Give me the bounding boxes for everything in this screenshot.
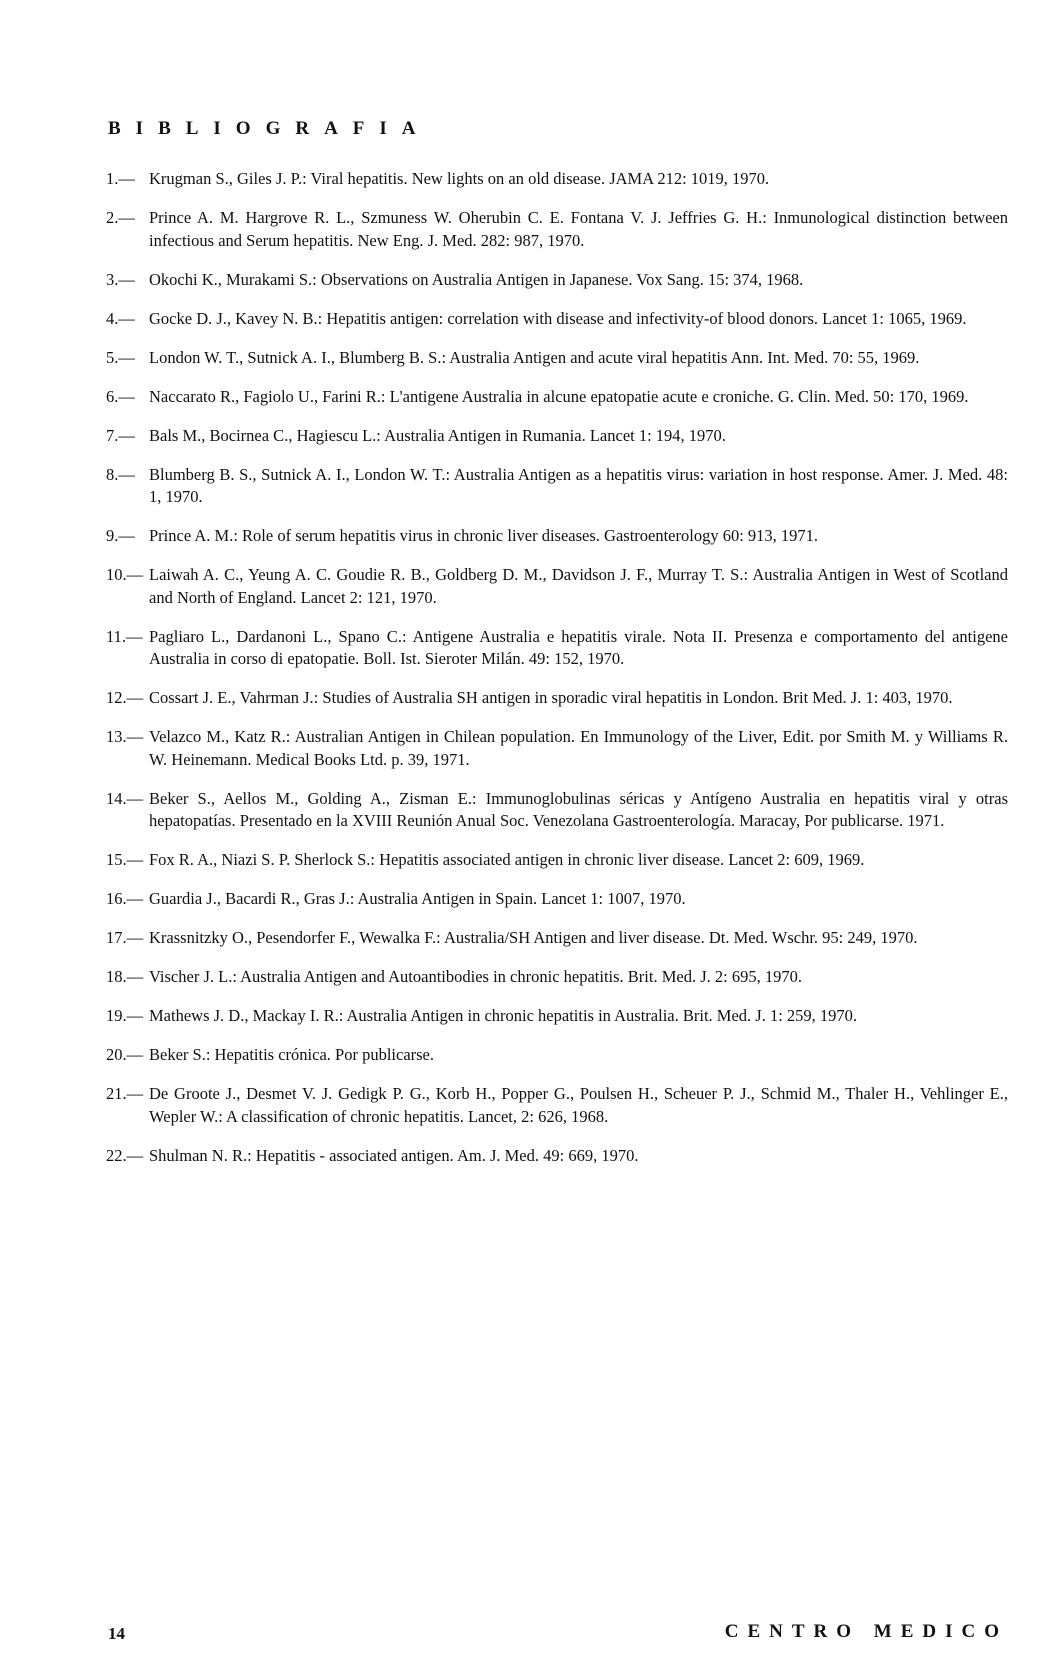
reference-text: Krugman S., Giles J. P.: Viral hepatitis. New lights on an old disease. JAMA 212: 1019, 1970. xyxy=(149,169,770,188)
reference-text: Krassnitzky O., Pesendorfer F., Wewalka F.: Australia/SH Antigen and liver disease. Dt. Med. Wschr. 95: 249, 1970. xyxy=(149,928,918,947)
reference-item xyxy=(108,788,1008,833)
reference-item xyxy=(108,564,1008,609)
reference-text: London W. T., Sutnick A. I., Blumberg B. S.: Australia Antigen and acute viral hepatitis Ann. Int. Med. 70: 55, 1969. xyxy=(149,347,920,367)
reference-text: Pagliaro L., Dardanoni L., Spano C.: Antigene Australia e hepatitis virale. Nota II. Presenza e comportamento del antigene Australia in corso di epatopatie. Boll. Ist. Sieroter Milán. 49: 152, 1970. xyxy=(149,626,1008,668)
reference-text: Fox R. A., Niazi S. P. Sherlock S.: Hepatitis associated antigen in chronic liver disease. Lancet 2: 609, 1969. xyxy=(149,850,865,869)
reference-item xyxy=(108,347,1008,370)
reference-number: 2.— xyxy=(106,208,135,227)
reference-number: 16.— xyxy=(106,889,144,908)
reference-text: Beker S., Aellos M., Golding A., Zisman E.: Immunoglobulinas séricas y Antígeno Australia en hepatitis viral y otras hepatopatías. Presentado en la XVIII Reunión Anual Soc. Venezolana Gastroenterología. Maracay, Por publicarse. 1971. xyxy=(149,788,1008,830)
reference-number: 3.— xyxy=(106,269,135,289)
reference-item xyxy=(108,966,1008,989)
reference-item xyxy=(108,726,1008,771)
reference-number: 1.— xyxy=(106,169,135,188)
reference-text: Gocke D. J., Kavey N. B.: Hepatitis antigen: correlation with disease and infectivity-of blood donors. Lancet 1: 1065, 1969. xyxy=(149,308,967,328)
reference-text: Blumberg B. S., Sutnick A. I., London W. T.: Australia Antigen as a hepatitis virus: variation in host response. Amer. J. Med. 48: 1, 1970. xyxy=(149,464,1008,506)
reference-item xyxy=(108,626,1008,671)
reference-item xyxy=(108,888,1008,911)
reference-item xyxy=(108,1005,1008,1028)
reference-number: 7.— xyxy=(106,425,135,445)
reference-text: De Groote J., Desmet V. J. Gedigk P. G., Korb H., Popper G., Poulsen H., Scheuer P. J., Schmid M., Thaler H., Vehlinger E., Wepler W.: A classification of chronic hepatitis. Lancet, 2: 626, 1968. xyxy=(149,1084,1008,1126)
reference-item xyxy=(108,464,1008,509)
reference-text: Prince A. M.: Role of serum hepatitis virus in chronic liver diseases. Gastroenterology 60: 913, 1971. xyxy=(149,526,819,545)
reference-item xyxy=(108,168,1008,191)
reference-item xyxy=(108,525,1008,548)
reference-number: 8.— xyxy=(106,464,135,484)
reference-text: Mathews J. D., Mackay I. R.: Australia Antigen in chronic hepatitis in Australia. Brit. Med. J. 1: 259, 1970. xyxy=(149,1006,858,1025)
reference-item xyxy=(108,1083,1008,1128)
reference-text: Naccarato R., Fagiolo U., Farini R.: L'antigene Australia in alcune epatopatie acute e croniche. G. Clin. Med. 50: 170, 1969. xyxy=(149,386,969,406)
reference-item xyxy=(108,849,1008,872)
reference-item xyxy=(108,687,1008,710)
reference-item xyxy=(108,425,1008,448)
reference-number: 22.— xyxy=(106,1145,144,1165)
reference-number: 6.— xyxy=(106,386,135,406)
reference-number: 11.— xyxy=(106,626,143,646)
reference-text: Laiwah A. C., Yeung A. C. Goudie R. B., Goldberg D. M., Davidson J. F., Murray T. S.: Australia Antigen in West of Scotland and North of England. Lancet 2: 121, 1970. xyxy=(149,565,1008,607)
page-heading: BIBLIOGRAFIA xyxy=(108,118,431,139)
reference-list xyxy=(108,168,1008,1184)
reference-text: Velazco M., Katz R.: Australian Antigen in Chilean population. En Immunology of the Liver, Edit. por Smith M. y Williams R. W. Heinemann. Medical Books Ltd. p. 39, 1971. xyxy=(149,727,1008,769)
reference-number: 13.— xyxy=(106,727,144,746)
reference-number: 10.— xyxy=(106,565,144,584)
reference-number: 15.— xyxy=(106,850,144,869)
reference-item xyxy=(108,1044,1008,1067)
reference-number: 14.— xyxy=(106,788,144,808)
reference-item xyxy=(108,308,1008,331)
reference-text: Bals M., Bocirnea C., Hagiescu L.: Australia Antigen in Rumania. Lancet 1: 194, 1970. xyxy=(149,425,726,445)
reference-text: Shulman N. R.: Hepatitis - associated antigen. Am. J. Med. 49: 669, 1970. xyxy=(149,1145,639,1165)
reference-item xyxy=(108,927,1008,950)
reference-number: 9.— xyxy=(106,526,135,545)
journal-title: CENTRO MEDICO xyxy=(724,1621,1008,1642)
reference-item xyxy=(108,1145,1008,1168)
reference-text: Okochi K., Murakami S.: Observations on Australia Antigen in Japanese. Vox Sang. 15: 374, 1968. xyxy=(149,269,804,289)
page-number: 14 xyxy=(108,1624,125,1643)
reference-text: Beker S.: Hepatitis crónica. Por publicarse. xyxy=(149,1045,435,1064)
reference-item xyxy=(108,207,1008,252)
reference-number: 12.— xyxy=(106,688,144,707)
reference-number: 4.— xyxy=(106,308,135,328)
reference-number: 19.— xyxy=(106,1006,144,1025)
reference-number: 17.— xyxy=(106,928,144,947)
reference-number: 20.— xyxy=(106,1045,144,1064)
reference-item xyxy=(108,386,1008,409)
reference-item xyxy=(108,269,1008,292)
reference-text: Cossart J. E., Vahrman J.: Studies of Australia SH antigen in sporadic viral hepatitis in London. Brit Med. J. 1: 403, 1970. xyxy=(149,688,953,707)
reference-text: Vischer J. L.: Australia Antigen and Autoantibodies in chronic hepatitis. Brit. Med. J. 2: 695, 1970. xyxy=(149,967,802,986)
reference-number: 18.— xyxy=(106,967,144,986)
reference-number: 21.— xyxy=(106,1084,144,1103)
reference-text: Guardia J., Bacardi R., Gras J.: Australia Antigen in Spain. Lancet 1: 1007, 1970. xyxy=(149,889,686,908)
reference-number: 5.— xyxy=(106,347,135,367)
reference-text: Prince A. M. Hargrove R. L., Szmuness W. Oherubin C. E. Fontana V. J. Jeffries G. H.: Inmunological distinction between infectious and Serum hepatitis. New Eng. J. Med. 282: 987, 1970. xyxy=(149,208,1008,250)
